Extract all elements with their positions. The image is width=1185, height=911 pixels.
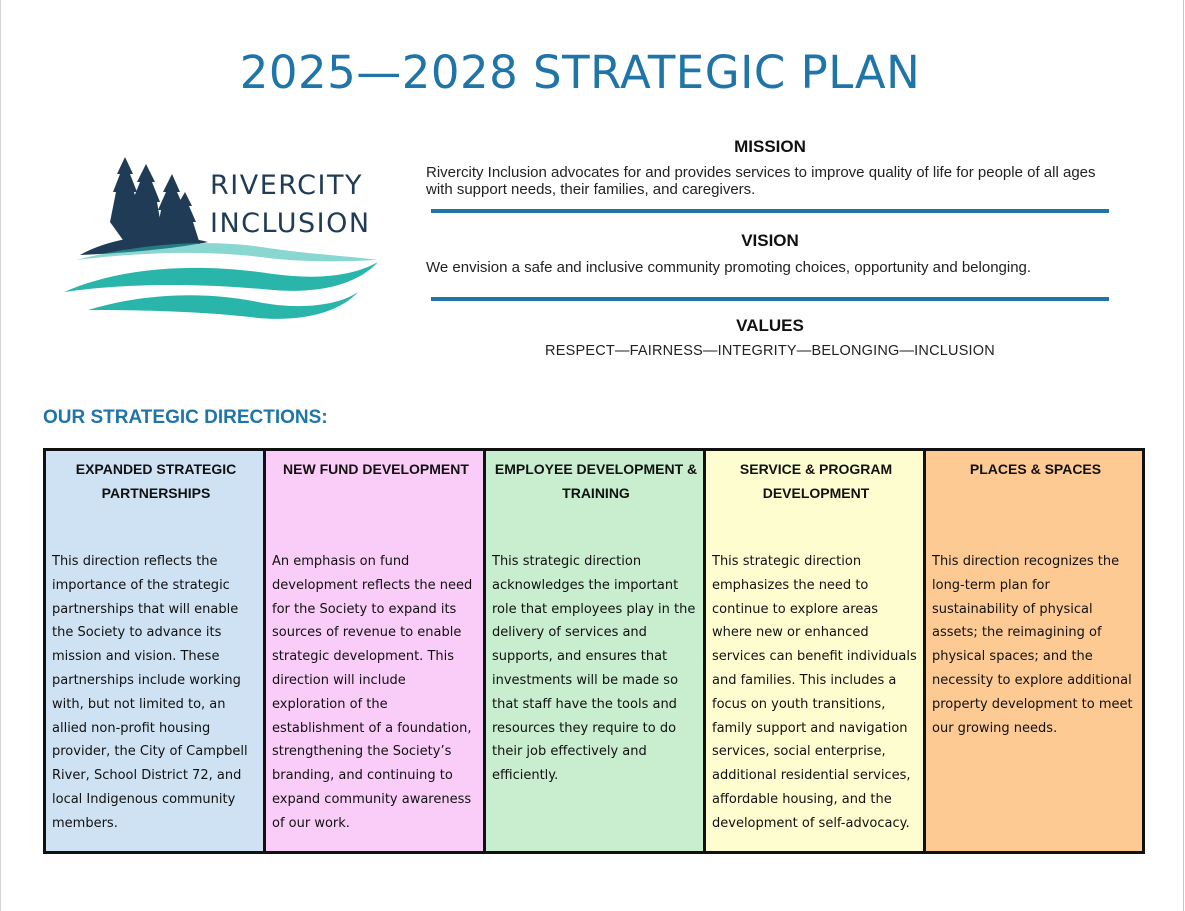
- direction-description: An emphasis on fund development reflects the need for the Society to expand its sources of revenue to enable strategic development. This direction will include exploration of the establishment of a foundation, strengthening the Society’s branding, and continuing to expand community awareness of our work.: [272, 554, 473, 831]
- values-text: RESPECT—FAIRNESS—INTEGRITY—BELONGING—INCLUSION: [545, 343, 995, 359]
- strategic-directions-table: [43, 448, 1145, 854]
- vision-divider: [431, 297, 1109, 301]
- page-edge-right: [1183, 0, 1184, 911]
- direction-heading: NEW FUND DEVELOPMENT: [283, 461, 469, 477]
- direction-places-spaces: [926, 451, 1142, 851]
- direction-heading: PLACES & SPACES: [969, 461, 1102, 477]
- page-title: 2025—2028 STRATEGIC PLAN: [239, 46, 921, 99]
- page-edge-left: [0, 0, 1, 911]
- logo-text-line2: INCLUSION: [210, 208, 371, 239]
- logo-text-line1: RIVERCITY: [210, 170, 363, 201]
- direction-employee-development: [486, 451, 706, 851]
- direction-description: This strategic direction acknowledges the important role that employees play in the delivery of services and supports, and ensures that investments will be made so that staff have the tools and resources they require to do their job effectively and efficiently.: [492, 554, 696, 784]
- direction-heading: SERVICE & PROGRAM DEVELOPMENT: [739, 461, 893, 501]
- vision-text: We envision a safe and inclusive community promoting choices, opportunity and belonging.: [426, 259, 1032, 276]
- mission-divider: [431, 209, 1109, 213]
- mission-text: Rivercity Inclusion advocates for and provides services to improve quality of life for people of all ages with support needs, their families, and caregivers.: [426, 164, 1096, 198]
- direction-description: This strategic direction emphasizes the need to continue to explore areas where new or enhanced services can benefit individuals and families. This includes a focus on youth transitions, family support and navigation services, social enterprise, additional residential services, affordable housing, and the development of self-advocacy.: [712, 554, 917, 831]
- direction-partnerships: [46, 451, 266, 851]
- strategic-directions-heading: OUR STRATEGIC DIRECTIONS:: [43, 407, 328, 428]
- direction-heading: EXPANDED STRATEGIC PARTNERSHIPS: [75, 461, 237, 501]
- direction-description: This direction recognizes the long-term plan for sustainability of physical assets; the reimagining of physical spaces; and the necessity to explore additional property development to meet our growing needs.: [932, 554, 1133, 736]
- vision-heading: VISION: [741, 231, 799, 250]
- mission-heading: MISSION: [734, 137, 806, 156]
- direction-fund-development: [266, 451, 486, 851]
- direction-service-program: [706, 451, 926, 851]
- values-heading: VALUES: [736, 316, 804, 335]
- direction-description: This direction reflects the importance of the strategic partnerships that will enable the Society to advance its mission and vision. These partnerships include working with, but not limited to, an allied non-profit housing provider, the City of Campbell River, School District 72, and local Indigenous community members.: [52, 554, 248, 831]
- direction-heading: EMPLOYEE DEVELOPMENT & TRAINING: [494, 461, 698, 501]
